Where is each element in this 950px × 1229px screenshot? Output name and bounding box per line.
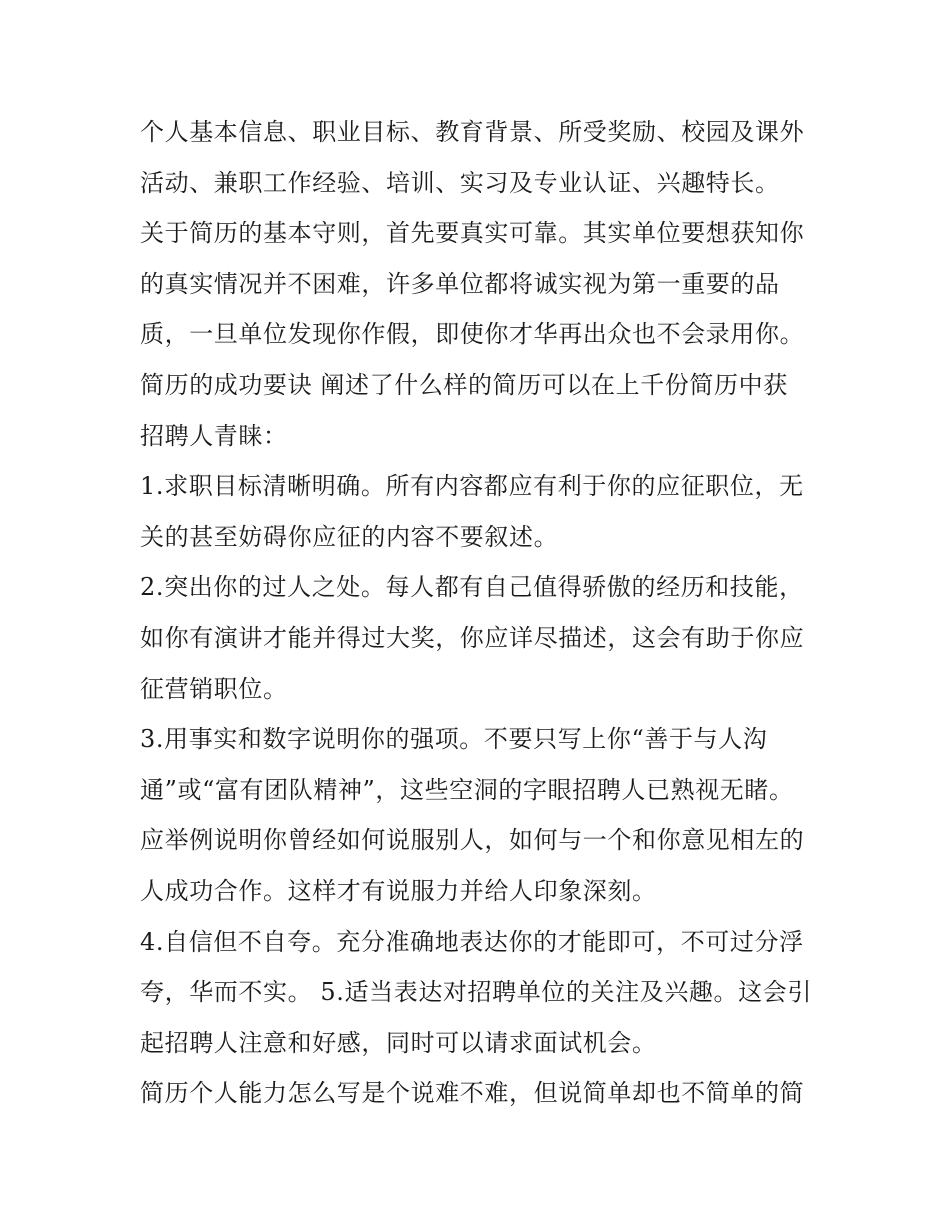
- text-line: 征营销职位。: [140, 674, 288, 703]
- text-line: 关于简历的基本守则，首先要真实可靠。其实单位要想获知你: [140, 219, 805, 248]
- text-line: 通”或“富有团队精神”，这些空洞的字眼招聘人已熟视无睹。: [140, 775, 794, 804]
- text-line: 个人基本信息、职业目标、教育背景、所受奖励、校园及课外: [140, 118, 805, 146]
- text-line: 简历的成功要诀 阐述了什么样的简历可以在上千份简历中获: [140, 370, 788, 399]
- text-line: 夸，华而不实。 5.适当表达对招聘单位的关注及兴趣。这会引: [140, 978, 812, 1007]
- text-line: 应举例说明你曾经如何说服别人，如何与一个和你意见相左的: [140, 826, 805, 855]
- text-line: 关的甚至妨碍你应征的内容不要叙述。: [140, 522, 559, 551]
- text-line: 2.突出你的过人之处。每人都有自己值得骄傲的经历和技能，: [140, 573, 804, 602]
- text-line: 质，一旦单位发现你作假，即使你才华再出众也不会录用你。: [140, 320, 805, 349]
- text-line: 如你有演讲才能并得过大奖，你应详尽描述，这会有助于你应: [140, 623, 805, 652]
- text-line: 3.用事实和数字说明你的强项。不要只写上你“善于与人沟: [140, 725, 768, 754]
- text-line: 的真实情况并不困难，许多单位都将诚实视为第一重要的品: [140, 269, 780, 298]
- text-line: 简历个人能力怎么写是个说难不难，但说简单却也不简单的简: [140, 1079, 805, 1108]
- text-line: 活动、兼职工作经验、培训、实习及专业认证、兴趣特长。: [140, 168, 780, 197]
- text-line: 1.求职目标清晰明确。所有内容都应有利于你的应征职位，无: [140, 472, 804, 501]
- document-body: [140, 107, 830, 1119]
- text-line: 4.自信但不自夸。充分准确地表达你的才能即可，不可过分浮: [140, 927, 804, 956]
- text-line: 人成功合作。这样才有说服力并给人印象深刻。: [140, 876, 657, 905]
- text-line: 起招聘人注意和好感，同时可以请求面试机会。: [140, 1028, 657, 1057]
- text-line: 招聘人青睐：: [140, 421, 288, 450]
